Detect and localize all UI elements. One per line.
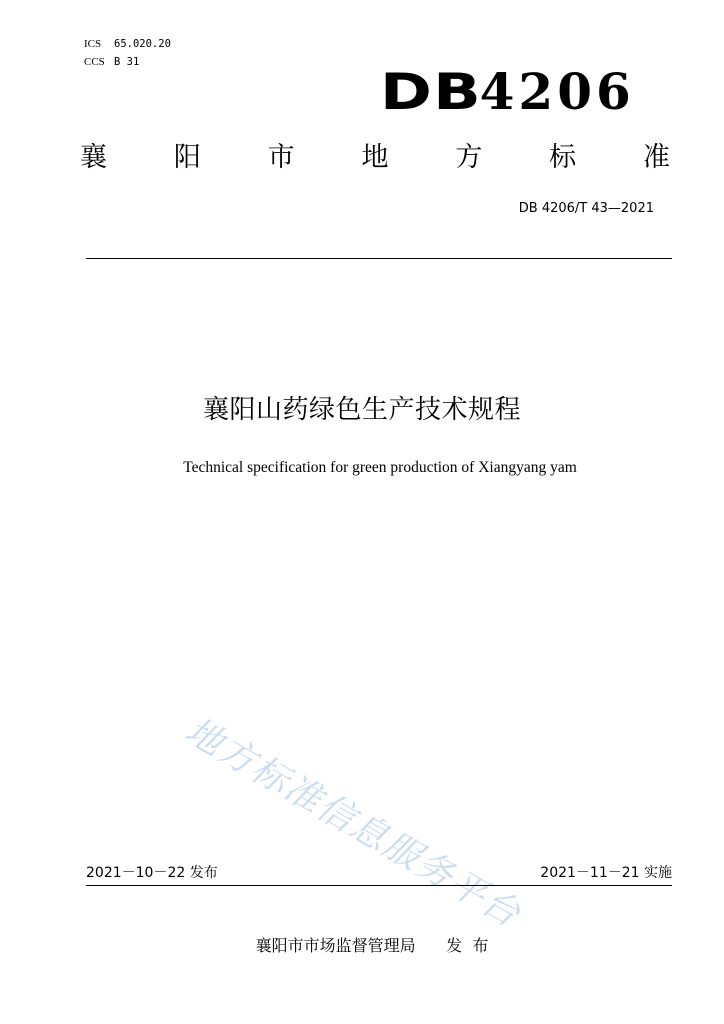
document-title-chinese: 襄阳山药绿色生产技术规程 — [202, 395, 521, 425]
standard-number: DB 4206/T 43—2021 — [518, 201, 654, 216]
standard-type — [80, 138, 670, 178]
ccs-line — [84, 53, 171, 71]
db-logo — [380, 62, 635, 122]
standard-type-char: 地 — [361, 142, 389, 173]
standard-type-char: 市 — [267, 142, 295, 173]
ics-label: ICS — [84, 38, 102, 50]
db-code: 4206 — [479, 62, 635, 121]
db-prefix: DB — [380, 63, 483, 121]
bottom-divider — [86, 885, 672, 886]
ccs-label: CCS — [84, 56, 105, 68]
publish-date: 2021－10－22 发布 — [86, 865, 218, 881]
ics-value: 65.020.20 — [114, 38, 171, 50]
document-title-english: Technical specification for green production of Xiangyang yam — [183, 459, 577, 476]
standard-type-char: 方 — [455, 142, 483, 173]
effective-date: 2021－11－21 实施 — [540, 865, 672, 881]
ccs-value: B 31 — [114, 56, 140, 68]
ics-line — [84, 35, 171, 53]
standard-type-char: 标 — [549, 142, 577, 173]
issuer: 襄阳市市场监督管理局 发 布 — [255, 936, 489, 955]
top-divider — [86, 258, 672, 259]
watermark: 地方标准信息服务平台 — [178, 710, 528, 936]
standard-type-char: 襄 — [80, 142, 107, 173]
classification-codes — [84, 35, 171, 71]
standard-type-char: 准 — [642, 142, 670, 173]
standard-type-char: 阳 — [173, 142, 201, 173]
